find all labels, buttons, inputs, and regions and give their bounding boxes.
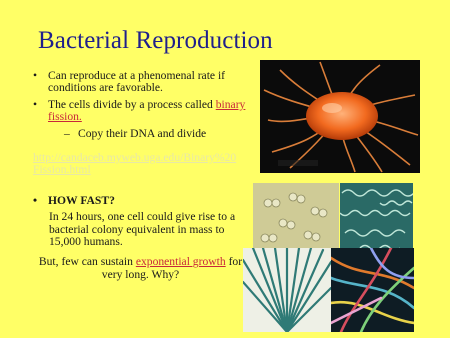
slide-content	[31, 70, 246, 281]
bullet-how-fast: • HOW FAST?	[31, 195, 246, 207]
binary-fission-link[interactable]: binary fission.	[48, 97, 246, 124]
filamentous-bacteria-image	[243, 248, 331, 332]
bullet-binary-fission	[31, 99, 246, 124]
bacteria-micrograph-image	[260, 60, 420, 173]
closing-text-prefix: But, few can sustain	[38, 255, 136, 269]
cocci-bacteria-image	[253, 183, 339, 251]
how-fast-paragraph: In 24 hours, one cell could give rise to a bacterial colony equivalent in mass to 15,000 humans.	[49, 210, 236, 249]
binary-fission-url-link[interactable]: http://candaceb.myweb.uga.edu/Binary%20Fission.html	[33, 151, 237, 177]
slide-title: Bacterial Reproduction	[38, 27, 273, 54]
rod-bacteria-image	[331, 248, 414, 332]
closing-question	[38, 256, 243, 281]
spiral-bacteria-image	[340, 183, 413, 251]
bullet-reproduce-rate: • Can reproduce at a phenomenal rate if conditions are favorable.	[31, 70, 246, 95]
closing-text-suffix: for very long. Why?	[101, 255, 243, 281]
exponential-growth-link[interactable]: exponential growth	[135, 255, 226, 269]
sub-bullet-copy-dna: – Copy their DNA and divide	[31, 128, 246, 140]
bullet-binary-fission-text: The cells divide by a process called	[48, 97, 216, 111]
